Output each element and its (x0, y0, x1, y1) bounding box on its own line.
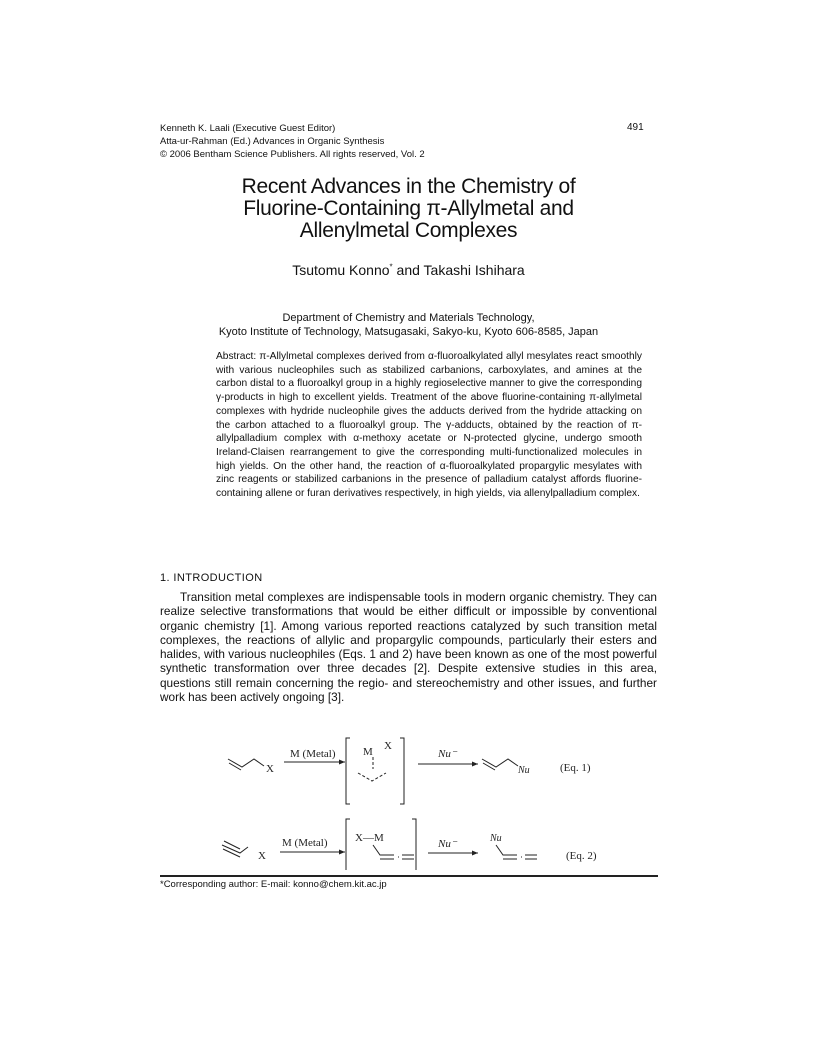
pi-allyl-structure (358, 757, 386, 781)
paper-title (160, 176, 657, 242)
authors (160, 262, 657, 278)
page-number: 491 (627, 122, 644, 133)
title-line: Recent Advances in the Chemistry of (241, 175, 576, 198)
xm-label: X—M (355, 832, 384, 844)
title-line: Allenylmetal Complexes (299, 219, 518, 242)
allenyl-structure (373, 845, 414, 859)
leaving-group-label: X (258, 850, 266, 862)
header-editor: Kenneth K. Laali (Executive Guest Editor) (160, 123, 336, 134)
corresponding-mark: * (389, 262, 393, 272)
metal-label: M (Metal) (282, 837, 328, 849)
author-1: Tsutomu Konno (292, 262, 390, 278)
affiliation (160, 311, 657, 339)
nucleophile-label: Nu⁻ (438, 838, 457, 850)
bracket (346, 738, 404, 804)
leaving-group-label: X (266, 763, 274, 775)
section-heading: 1. INTRODUCTION (160, 572, 263, 584)
footnote-divider (160, 875, 658, 877)
reaction-scheme (210, 735, 630, 870)
nu-label: Nu (490, 833, 502, 844)
nu-label: Nu (518, 765, 530, 776)
propargyl-x-structure (222, 841, 248, 857)
intro-paragraph: Transition metal complexes are indispensable tools in modern organic chemistry. They can realize selective transformations that would be either difficult or impossible by conventional organic chemistry [1]. Among various reported reactions catalyzed by such transition metal complexes, the reactions of allylic and propargylic compounds, particularly their esters and halides, with various nucleophiles (Eqs. 1 and 2) have been known as one of the most powerful synthetic transformation over three decades [2]. Despite extensive studies in this area, questions still remain concerning the regio- and stereochemistry and other issues, and further work has been actively ongoing [3]. (160, 590, 657, 705)
x-label: X (384, 740, 392, 752)
metal-atom-label: M (363, 746, 373, 758)
title-line: Fluorine-Containing π-Allylmetal and (243, 197, 574, 220)
bracket (346, 819, 416, 870)
header-copyright: © 2006 Bentham Science Publishers. All rights reserved, Vol. 2 (160, 149, 425, 160)
allene-nu-structure (496, 845, 537, 859)
allyl-nu-structure (482, 759, 518, 770)
allyl-x-structure (228, 759, 264, 770)
header-book: Atta-ur-Rahman (Ed.) Advances in Organic Synthesis (160, 136, 385, 147)
author-2: and Takashi Ishihara (392, 262, 525, 278)
footnote: *Corresponding author: E-mail: konno@chem.kit.ac.jp (160, 879, 387, 890)
equation-number: (Eq. 2) (566, 850, 597, 862)
affiliation-line: Department of Chemistry and Materials Technology, (282, 312, 535, 324)
abstract-text: π-Allylmetal complexes derived from α-fluoroalkylated allyl mesylates react smoothly with various nucleophiles such as stabilized carbanions, carboxylates, and amines at the carbon distal to a fluoroalkyl group in a highly regioselective manner to give the corresponding γ-products in high to excellent yields. Treatment of the above fluorine-containing π-allylmetal complexes with hydride nucleophile gives the adducts derived from the hydride attacking on the carbon attached to a fluoroalkyl group. The γ-adducts, obtained by the reaction of π-allylpalladium complex with α-methoxy acetate or N-protected glycine, undergo smooth Ireland-Claisen rearrangement to give the corresponding multi-functionalized molecules in high yields. On the other hand, the reaction of α-fluoroalkylated propargylic mesylates with zinc reagents or stabilized carbanions in the presence of palladium catalyst affords fluorine-containing allene or furan derivatives respectively, in high yields, via allenylpalladium complex. (216, 351, 642, 500)
affiliation-line: Kyoto Institute of Technology, Matsugasaki, Sakyo-ku, Kyoto 606-8585, Japan (218, 326, 599, 338)
equation-number: (Eq. 1) (560, 762, 591, 774)
abstract (216, 350, 642, 501)
nucleophile-label: Nu⁻ (438, 748, 457, 760)
abstract-label: Abstract: (216, 351, 257, 362)
metal-label: M (Metal) (290, 748, 336, 760)
